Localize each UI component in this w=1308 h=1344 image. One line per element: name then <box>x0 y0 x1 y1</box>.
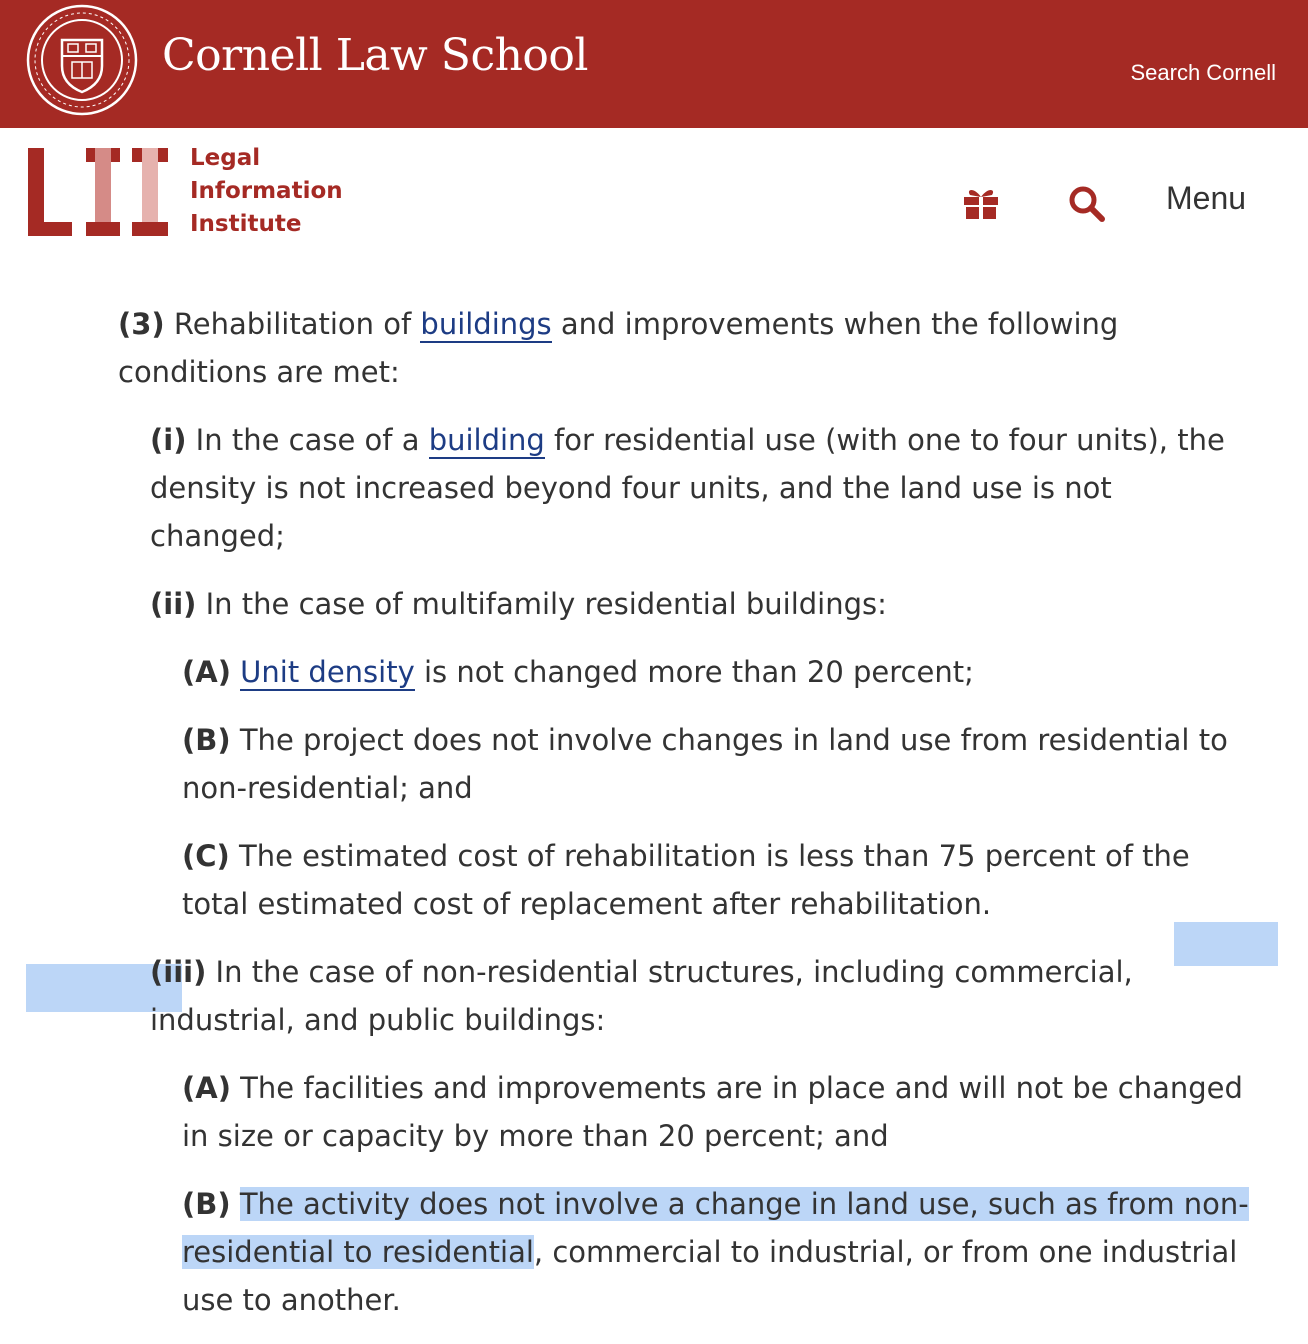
paragraph-text: Rehabilitation of <box>164 307 421 341</box>
definition-link-unit-density[interactable]: Unit density <box>240 655 415 689</box>
enum-label: (A) <box>182 1071 231 1105</box>
lii-wordmark[interactable] <box>190 142 343 241</box>
cornell-law-school-title[interactable]: Cornell Law School <box>162 30 588 81</box>
definition-link-building[interactable]: building <box>428 423 545 457</box>
gift-icon[interactable] <box>962 185 1000 221</box>
paragraph-text: The project does not involve changes in land use from residential to non-residential; and <box>182 723 1228 805</box>
definition-link-buildings[interactable]: buildings <box>420 307 552 341</box>
enum-label: (C) <box>182 839 230 873</box>
lii-word-information: Information <box>190 178 343 204</box>
paragraph-text: In the case of non-residential structures, including commercial, industrial, and public buildings: <box>150 955 1133 1037</box>
enum-label: (i) <box>150 423 187 457</box>
search-icon[interactable] <box>1066 183 1106 223</box>
lii-word-legal: Legal <box>190 145 261 171</box>
enum-label: (ii) <box>150 587 197 621</box>
paragraph-text: The estimated cost of rehabilitation is less than 75 percent of the total estimated cost of replacement after rehabilitation. <box>182 839 1190 921</box>
paragraph-text: is not changed more than 20 percent; <box>414 655 974 689</box>
paragraph-3-ii-B <box>182 716 1262 812</box>
paragraph-3 <box>118 300 1218 396</box>
enum-label: (B) <box>182 1187 231 1221</box>
paragraph-3-ii-C <box>182 832 1262 928</box>
lii-word-institute: Institute <box>190 211 302 237</box>
lii-header <box>0 128 1308 258</box>
paragraph-3-iii-B <box>182 1180 1262 1324</box>
cornell-seal-icon[interactable] <box>26 4 138 116</box>
paragraph-3-ii-A <box>182 648 1262 696</box>
lii-logo[interactable] <box>28 148 170 238</box>
paragraph-text: The facilities and improvements are in place and will not be changed in size or capacity by more than 20 percent; and <box>182 1071 1243 1153</box>
enum-label: (A) <box>182 655 231 689</box>
enum-label: (iii) <box>150 955 207 989</box>
paragraph-text: In the case of a <box>186 423 429 457</box>
paragraph-text <box>231 1187 240 1221</box>
enum-label: (B) <box>182 723 231 757</box>
paragraph-3-i <box>150 416 1240 560</box>
paragraph-text: and improvements when the following conditions are met: <box>118 307 1119 389</box>
paragraph-3-iii <box>150 948 1240 1044</box>
paragraph-3-iii-A <box>182 1064 1262 1160</box>
paragraph-text: In the case of multifamily residential buildings: <box>196 587 887 621</box>
highlighted-text-selection[interactable]: The activity does not involve a change in land use, such as from non-residential to residential <box>182 1187 1249 1269</box>
paragraph-3-ii <box>150 580 1240 628</box>
paragraph-text: , commercial to industrial, or from one industrial use to another. <box>182 1235 1238 1317</box>
search-cornell-link[interactable]: Search Cornell <box>1130 60 1276 85</box>
paragraph-text: for residential use (with one to four units), the density is not increased beyond four units, and the land use is not changed; <box>150 423 1225 553</box>
enum-label: (3) <box>118 307 165 341</box>
menu-button[interactable]: Menu <box>1166 180 1247 216</box>
cornell-header-bar <box>0 0 1308 128</box>
